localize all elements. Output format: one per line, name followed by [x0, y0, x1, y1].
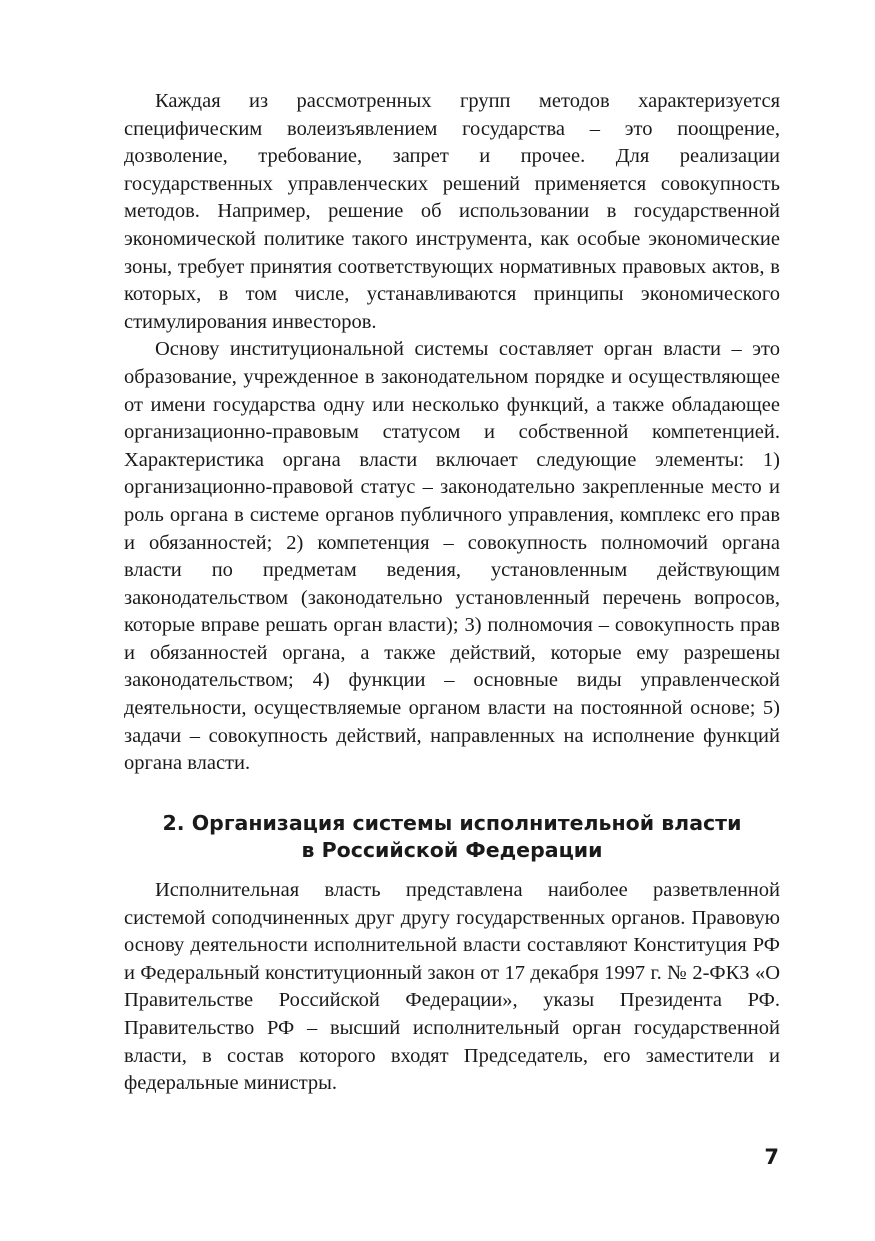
- section-heading-line-2: в Российской Федерации: [301, 838, 603, 863]
- book-page: [124, 88, 780, 1098]
- section-heading-line-1: 2. Организация системы исполнительной власти: [162, 810, 742, 835]
- section-heading: [124, 810, 780, 865]
- paragraph-executive-power: Исполнительная власть представлена наиболее разветвленной системой соподчиненных друг другу государственных органов. Правовую основу деятельности исполнительной власти составляют Конституция РФ и Федеральный конституционный закон от 17 декабря 1997 г. № 2-ФКЗ «О Правительстве Российской Федерации», указы Президента РФ. Правительство РФ – высший исполнительный орган государственной власти, в состав которого входят Председатель, его заместители и федеральные министры.: [124, 879, 780, 1095]
- paragraph-methods: Каждая из рассмотренных групп методов характеризуется специфическим волеизъявлением государства – это поощрение, дозволение, требование, запрет и прочее. Для реализации государственных управленческих решений применяется совокупность методов. Например, решение об использовании в государственной экономической политике такого инструмента, как особые экономические зоны, требует принятия соответствующих нормативных правовых актов, в которых, в том числе, устанавливаются принципы экономического стимулирования инвесторов.: [124, 90, 780, 333]
- page-number: 7: [764, 1145, 779, 1169]
- paragraph-institutional-system: Основу институциональной системы составляет орган власти – это образование, учрежденное в законодательном порядке и осуществляющее от имени государства одну или несколько функций, а также обладающее организационно-правовым статусом и собственной компетенцией. Характеристика органа власти включает следующие элементы: 1) организационно-правовой статус – законодательно закрепленные место и роль органа в системе органов публичного управления, комплекс его прав и обязанностей; 2) компетенция – совокупность полномочий органа власти по предметам ведения, установленным действующим законодательством (законодательно установленный перечень вопросов, которые вправе решать орган власти); 3) полномочия – совокупность прав и обязанностей органа, а также действий, которые ему разрешены законодательством; 4) функции – основные виды управленческой деятельности, осуществляемые органом власти на постоянной основе; 5) задачи – совокупность действий, направленных на исполнение функций органа власти.: [124, 338, 780, 775]
